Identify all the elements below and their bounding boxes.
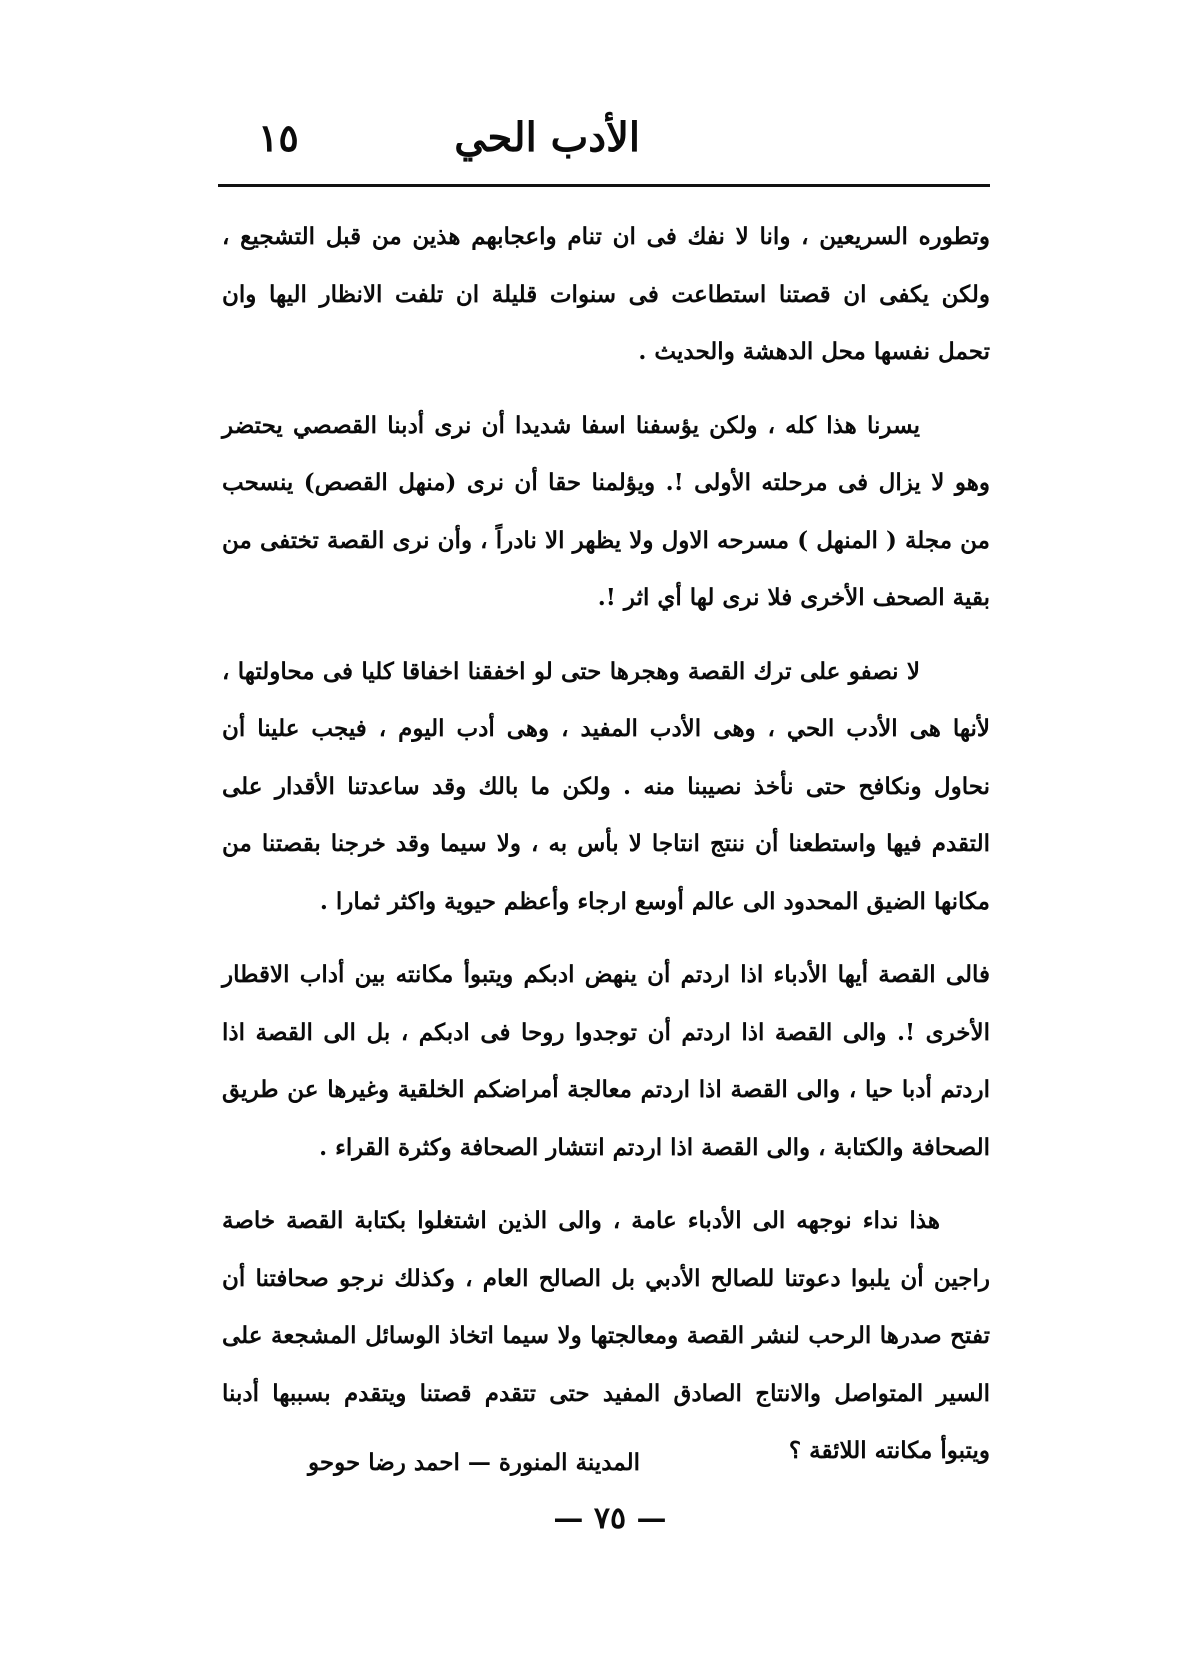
footer-page-number: — ٧٥ — — [553, 1501, 667, 1536]
paragraph-2: يسرنا هذا كله ، ولكن يؤسفنا اسفا شديدا أن نرى أدبنا القصصي يحتضر وهو لا يزال فى مرحلته الأولى !. ويؤلمنا حقا أن نرى (منهل القصص) ينسحب من مجلة ( المنهل ) مسرحه الاول ولا يظهر الا نادراً ، وأن نرى القصة تختفى من بقية الصحف الأخرى فلا نرى لها أي اثر !. — [222, 411, 990, 611]
paragraph-3: لا نصفو على ترك القصة وهجرها حتى لو اخفقنا اخفاقا كليا فى محاولتها ، لأنها هى الأدب الحي ، وهى الأدب المفيد ، وهى أدب اليوم ، فيجب علينا أن نحاول ونكافح حتى نأخذ نصيبنا منه . ولكن ما بالك وقد ساعدتنا الأقدار على التقدم فيها واستطعنا أن ننتج انتاجا لا بأس به ، ولا سيما وقد خرجنا بقصتنا من مكانها الضيق المحدود الى عالم أوسع ارجاء وأعظم حيوية واكثر ثمارا . — [222, 657, 990, 915]
running-title: الأدب الحي — [454, 114, 640, 161]
page-header — [218, 108, 990, 178]
signature-line: المدينة المنورة — احمد رضا حوحو — [308, 1449, 640, 1476]
header-page-number: ١٥ — [258, 115, 299, 160]
header-rule — [218, 184, 990, 187]
paragraph-4: فالى القصة أيها الأدباء اذا اردتم أن ينهض ادبكم ويتبوأ مكانته بين أداب الاقطار الأخرى !. والى القصة اذا اردتم أن توجدوا روحا فى ادبكم ، بل الى القصة اذا اردتم أدبا حيا ، والى القصة اذا اردتم معالجة أمراضكم الخلقية وغيرها عن طريق الصحافة والكتابة ، والى القصة اذا اردتم انتشار الصحافة وكثرة القراء . — [222, 961, 990, 1161]
paragraph-1: وتطوره السريعين ، وانا لا نفك فى ان تنام واعجابهم هذين من قبل التشجيع ، ولكن يكفى ان قصتنا استطاعت فى سنوات قليلة ان تلفت الانظار اليها وان تحمل نفسها محل الدهشة والحديث . — [222, 223, 990, 365]
paragraph-5: هذا نداء نوجهه الى الأدباء عامة ، والى الذين اشتغلوا بكتابة القصة خاصة راجين أن يلبوا دعوتنا للصالح الأدبي بل الصالح العام ، وكذلك نرجو صحافتنا أن تفتح صدرها الرحب لنشر القصة ومعالجتها ولا سيما اتخاذ الوسائل المشجعة على السير المتواصل والانتاج الصادق المفيد حتى تتقدم قصتنا ويتقدم بسببها أدبنا ويتبوأ مكانته اللائقة ؟ — [222, 1207, 990, 1464]
article-body — [222, 208, 990, 1496]
